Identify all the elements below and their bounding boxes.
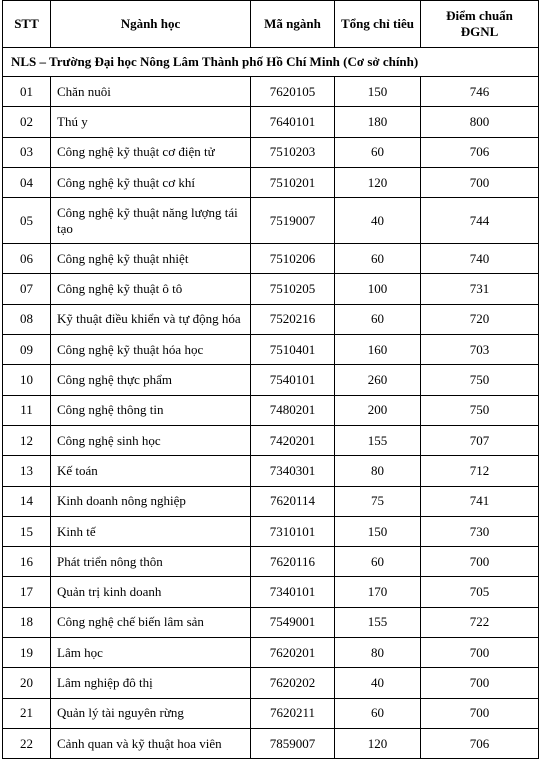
group-row [3,48,539,77]
cell-stt: 15 [3,516,51,546]
cell-score: 722 [421,607,539,637]
cell-score: 700 [421,167,539,197]
cell-score: 700 [421,547,539,577]
table-row [3,577,539,607]
cell-score: 712 [421,456,539,486]
cell-code: 7620201 [251,638,335,668]
cell-quota: 40 [335,668,421,698]
cell-stt: 21 [3,698,51,728]
cell-major: Công nghệ kỹ thuật nhiệt [51,244,251,274]
table-row [3,137,539,167]
cell-major: Công nghệ kỹ thuật ô tô [51,274,251,304]
cell-major: Kinh tế [51,516,251,546]
cell-stt: 17 [3,577,51,607]
cell-stt: 13 [3,456,51,486]
cell-code: 7620211 [251,698,335,728]
cell-code: 7620202 [251,668,335,698]
cell-quota: 75 [335,486,421,516]
cell-score: 730 [421,516,539,546]
cell-code: 7310101 [251,516,335,546]
cell-quota: 120 [335,167,421,197]
cell-quota: 170 [335,577,421,607]
cell-major: Công nghệ kỹ thuật cơ điện tử [51,137,251,167]
cell-stt: 08 [3,304,51,334]
table-row [3,198,539,244]
cell-major: Chăn nuôi [51,77,251,107]
table-row [3,77,539,107]
cell-score: 706 [421,728,539,758]
cell-stt: 19 [3,638,51,668]
header-code: Mã ngành [251,1,335,48]
cell-stt: 05 [3,198,51,244]
cell-quota: 60 [335,137,421,167]
cell-code: 7420201 [251,425,335,455]
header-stt: STT [3,1,51,48]
cell-code: 7510201 [251,167,335,197]
table-row [3,638,539,668]
cell-major: Công nghệ kỹ thuật cơ khí [51,167,251,197]
cell-stt: 20 [3,668,51,698]
cell-score: 700 [421,668,539,698]
cell-major: Kinh doanh nông nghiệp [51,486,251,516]
cell-quota: 100 [335,274,421,304]
table-row [3,516,539,546]
cell-quota: 180 [335,107,421,137]
cell-major: Lâm nghiệp đô thị [51,668,251,698]
cell-code: 7549001 [251,607,335,637]
cell-score: 706 [421,137,539,167]
cell-quota: 200 [335,395,421,425]
cell-code: 7340101 [251,577,335,607]
cell-stt: 06 [3,244,51,274]
cell-code: 7510205 [251,274,335,304]
cell-stt: 14 [3,486,51,516]
header-major: Ngành học [51,1,251,48]
cell-score: 707 [421,425,539,455]
cell-code: 7620114 [251,486,335,516]
cell-score: 705 [421,577,539,607]
cell-code: 7510401 [251,335,335,365]
cell-code: 7640101 [251,107,335,137]
table-body [3,48,539,759]
header-row [3,1,539,48]
cell-score: 750 [421,395,539,425]
cell-code: 7620116 [251,547,335,577]
cell-quota: 120 [335,728,421,758]
cell-major: Kỹ thuật điều khiển và tự động hóa [51,304,251,334]
cell-major: Quản trị kinh doanh [51,577,251,607]
cell-quota: 80 [335,456,421,486]
cell-quota: 60 [335,304,421,334]
cell-score: 703 [421,335,539,365]
cell-code: 7620105 [251,77,335,107]
cell-major: Thú y [51,107,251,137]
cell-code: 7480201 [251,395,335,425]
cell-code: 7540101 [251,365,335,395]
table-row [3,107,539,137]
cell-quota: 40 [335,198,421,244]
cell-code: 7510206 [251,244,335,274]
cell-stt: 09 [3,335,51,365]
table-row [3,607,539,637]
cell-score: 700 [421,638,539,668]
cell-quota: 60 [335,547,421,577]
cell-quota: 80 [335,638,421,668]
cell-stt: 01 [3,77,51,107]
table-row [3,547,539,577]
header-score: Điểm chuẩn ĐGNL [421,1,539,48]
cell-major: Công nghệ sinh học [51,425,251,455]
table-row [3,456,539,486]
cell-major: Cảnh quan và kỹ thuật hoa viên [51,728,251,758]
cell-code: 7510203 [251,137,335,167]
table-row [3,486,539,516]
table-row [3,167,539,197]
cell-stt: 22 [3,728,51,758]
cell-major: Công nghệ kỹ thuật năng lượng tái tạo [51,198,251,244]
table-row [3,244,539,274]
table-row [3,304,539,334]
cell-code: 7340301 [251,456,335,486]
cell-quota: 60 [335,244,421,274]
cell-code: 7519007 [251,198,335,244]
group-title: NLS – Trường Đại học Nông Lâm Thành phố Hồ Chí Minh (Cơ sở chính) [3,48,539,77]
cell-code: 7859007 [251,728,335,758]
cell-score: 700 [421,698,539,728]
cell-score: 740 [421,244,539,274]
cell-major: Công nghệ kỹ thuật hóa học [51,335,251,365]
cell-code: 7520216 [251,304,335,334]
cell-stt: 11 [3,395,51,425]
cell-major: Công nghệ thực phẩm [51,365,251,395]
table-row [3,365,539,395]
cell-major: Quản lý tài nguyên rừng [51,698,251,728]
cell-stt: 03 [3,137,51,167]
cell-major: Lâm học [51,638,251,668]
cell-stt: 18 [3,607,51,637]
table-row [3,274,539,304]
cell-quota: 150 [335,77,421,107]
cell-stt: 10 [3,365,51,395]
cell-score: 800 [421,107,539,137]
cell-major: Công nghệ thông tin [51,395,251,425]
cell-score: 744 [421,198,539,244]
cell-quota: 155 [335,607,421,637]
table-row [3,728,539,758]
header-quota: Tổng chỉ tiêu [335,1,421,48]
table-row [3,395,539,425]
cell-major: Kế toán [51,456,251,486]
table-row [3,335,539,365]
cell-score: 741 [421,486,539,516]
cell-stt: 04 [3,167,51,197]
cell-major: Công nghệ chế biến lâm sản [51,607,251,637]
cell-score: 746 [421,77,539,107]
table-row [3,698,539,728]
table-row [3,668,539,698]
table-row [3,425,539,455]
cell-score: 750 [421,365,539,395]
admission-score-table [2,0,539,759]
cell-quota: 155 [335,425,421,455]
cell-stt: 12 [3,425,51,455]
cell-stt: 16 [3,547,51,577]
cell-stt: 07 [3,274,51,304]
cell-quota: 260 [335,365,421,395]
cell-major: Phát triển nông thôn [51,547,251,577]
cell-quota: 160 [335,335,421,365]
cell-score: 720 [421,304,539,334]
cell-score: 731 [421,274,539,304]
cell-quota: 60 [335,698,421,728]
cell-quota: 150 [335,516,421,546]
cell-stt: 02 [3,107,51,137]
